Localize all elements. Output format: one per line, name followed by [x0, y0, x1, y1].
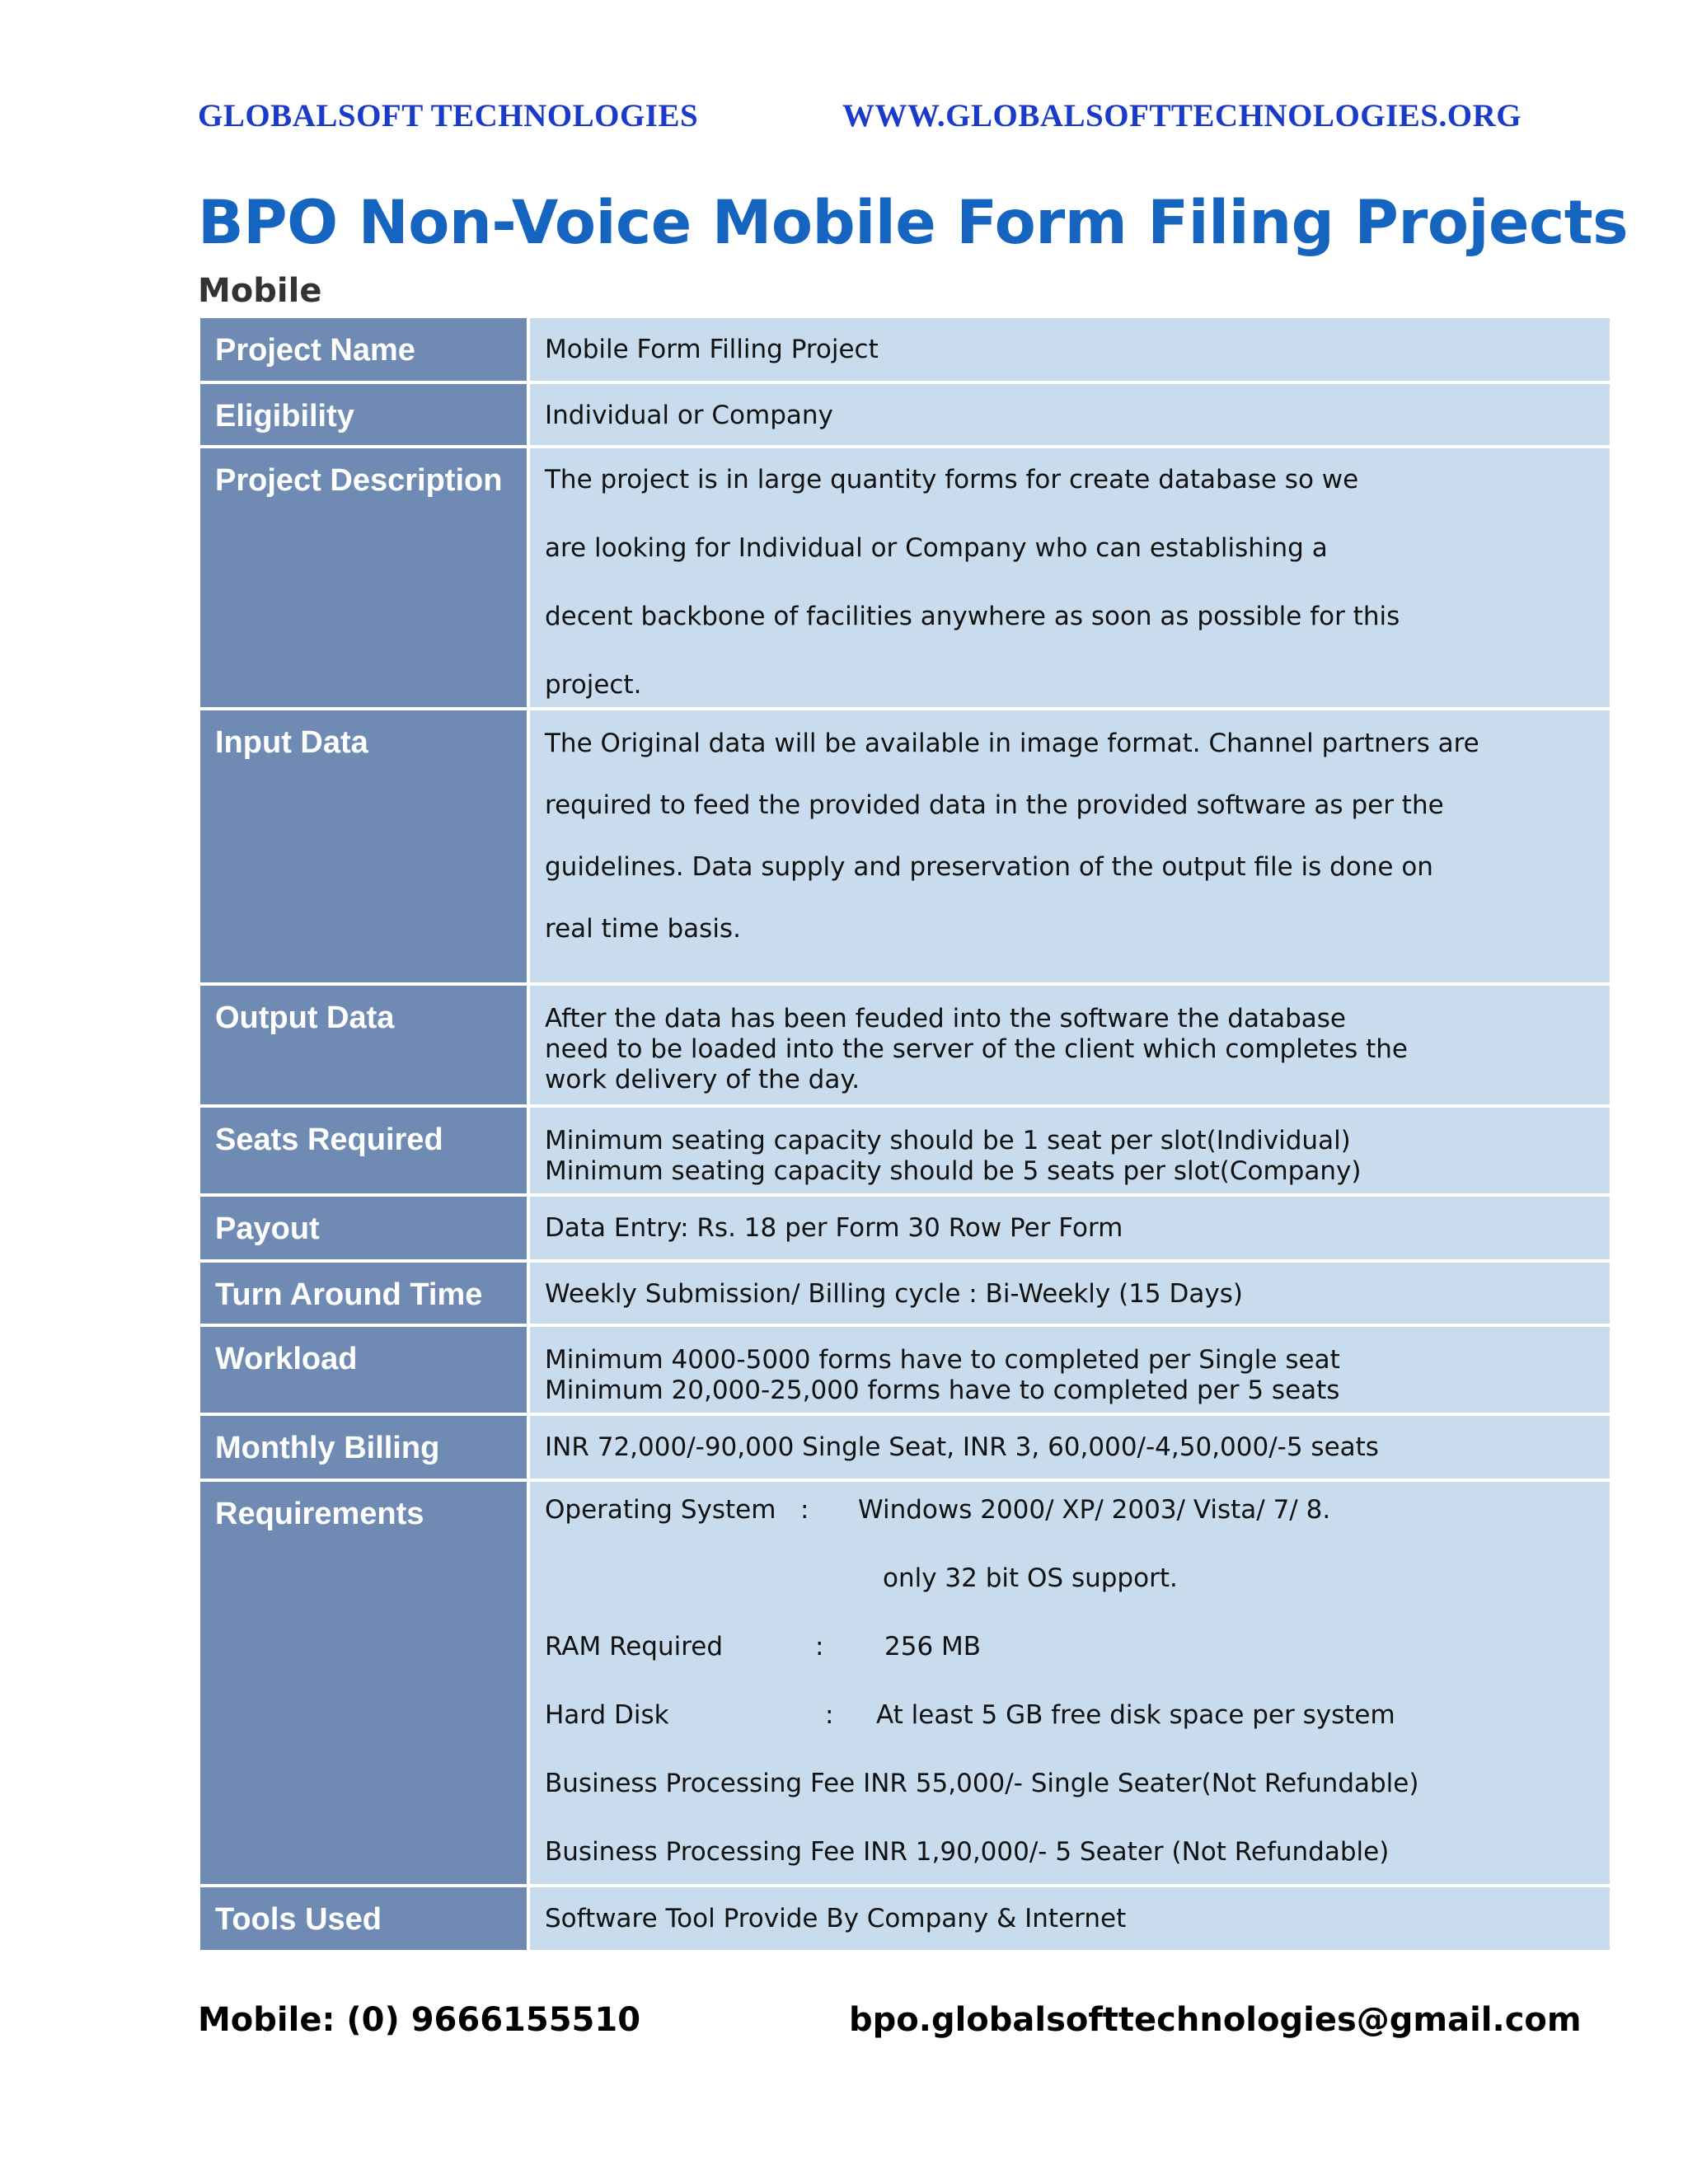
row-value: Data Entry: Rs. 18 per Form 30 Row Per Form	[530, 1197, 1610, 1263]
seats-line: Minimum seating capacity should be 5 seats per slot(Company)	[545, 1156, 1362, 1186]
row-label: Project Description	[200, 448, 530, 710]
table-row-project-name	[200, 318, 1610, 384]
os-key: Operating System	[545, 1495, 776, 1525]
company-name: GLOBALSOFT TECHNOLOGIES	[198, 98, 699, 134]
page-title: BPO Non-Voice Mobile Form Filing Projects	[198, 188, 1629, 258]
table-row-requirements	[200, 1482, 1610, 1887]
page-subtitle: Mobile	[198, 272, 322, 310]
table-row-payout	[200, 1197, 1610, 1263]
table-row-seats-required	[200, 1108, 1610, 1197]
disk-line	[545, 1700, 1610, 1769]
row-value	[530, 1327, 1610, 1416]
input-line: required to feed the provided data in the provided software as per the	[545, 790, 1444, 820]
table-row-turn-around-time	[200, 1263, 1610, 1327]
row-label: Payout	[200, 1197, 530, 1263]
os-line	[545, 1495, 1610, 1563]
table-row-workload	[200, 1327, 1610, 1416]
output-line: need to be loaded into the server of the client which completes the	[545, 1034, 1409, 1064]
description-line: The project is in large quantity forms for create database so we	[545, 465, 1359, 494]
table-row-monthly-billing	[200, 1416, 1610, 1482]
table-row-project-description	[200, 448, 1610, 710]
description-line: decent backbone of facilities anywhere as soon as possible for this	[545, 602, 1400, 631]
row-label: Requirements	[200, 1482, 530, 1887]
table-row-output-data	[200, 986, 1610, 1108]
output-line: work delivery of the day.	[545, 1065, 860, 1094]
row-label: Output Data	[200, 986, 530, 1108]
description-line: project.	[545, 670, 642, 700]
row-value: Weekly Submission/ Billing cycle : Bi-Weekly (15 Days)	[530, 1263, 1610, 1327]
output-line: After the data has been feuded into the software the database	[545, 1004, 1346, 1033]
table-row-input-data	[200, 710, 1610, 986]
row-value	[530, 1482, 1610, 1887]
fee-five-line: Business Processing Fee INR 1,90,000/- 5 Seater (Not Refundable)	[545, 1837, 1390, 1867]
os-value: Windows 2000/ XP/ 2003/ Vista/ 7/ 8.	[858, 1495, 1331, 1525]
table-row-eligibility	[200, 384, 1610, 448]
workload-line: Minimum 20,000-25,000 forms have to completed per 5 seats	[545, 1376, 1340, 1405]
company-website: WWW.GLOBALSOFTTECHNOLOGIES.ORG	[842, 98, 1522, 134]
row-label: Workload	[200, 1327, 530, 1416]
seats-line: Minimum seating capacity should be 1 seat per slot(Individual)	[545, 1126, 1351, 1155]
ram-separator: :	[815, 1632, 824, 1661]
ram-key: RAM Required	[545, 1632, 724, 1661]
disk-key: Hard Disk	[545, 1700, 669, 1730]
row-label: Input Data	[200, 710, 530, 986]
table-row-tools-used	[200, 1887, 1610, 1953]
row-label: Eligibility	[200, 384, 530, 448]
row-label: Tools Used	[200, 1887, 530, 1953]
row-label: Seats Required	[200, 1108, 530, 1197]
row-value	[530, 986, 1610, 1108]
disk-separator: :	[825, 1700, 834, 1730]
row-label: Turn Around Time	[200, 1263, 530, 1327]
row-label: Project Name	[200, 318, 530, 384]
workload-line: Minimum 4000-5000 forms have to completed per Single seat	[545, 1345, 1340, 1375]
row-value	[530, 1108, 1610, 1197]
row-value: Software Tool Provide By Company & Internet	[530, 1887, 1610, 1953]
row-value: Individual or Company	[530, 384, 1610, 448]
fee-single-line: Business Processing Fee INR 55,000/- Single Seater(Not Refundable)	[545, 1769, 1419, 1798]
row-label: Monthly Billing	[200, 1416, 530, 1482]
disk-value: At least 5 GB free disk space per system	[876, 1700, 1395, 1730]
input-line: guidelines. Data supply and preservation of the output file is done on	[545, 852, 1433, 882]
footer-email: bpo.globalsofttechnologies@gmail.com	[849, 2001, 1582, 2039]
os-note: only 32 bit OS support.	[883, 1563, 1178, 1593]
ram-value: 256 MB	[884, 1632, 982, 1661]
description-line: are looking for Individual or Company who can establishing a	[545, 533, 1328, 563]
row-value: Mobile Form Filling Project	[530, 318, 1610, 384]
row-value: INR 72,000/-90,000 Single Seat, INR 3, 60,000/-4,50,000/-5 seats	[530, 1416, 1610, 1482]
input-line: real time basis.	[545, 914, 741, 944]
input-line: The Original data will be available in image format. Channel partners are	[545, 729, 1479, 758]
os-separator: :	[800, 1495, 809, 1525]
ram-line	[545, 1632, 1610, 1700]
row-value	[530, 710, 1610, 986]
project-details-table	[200, 318, 1610, 1953]
footer-mobile: Mobile: (0) 9666155510	[198, 2001, 641, 2039]
row-value	[530, 448, 1610, 710]
